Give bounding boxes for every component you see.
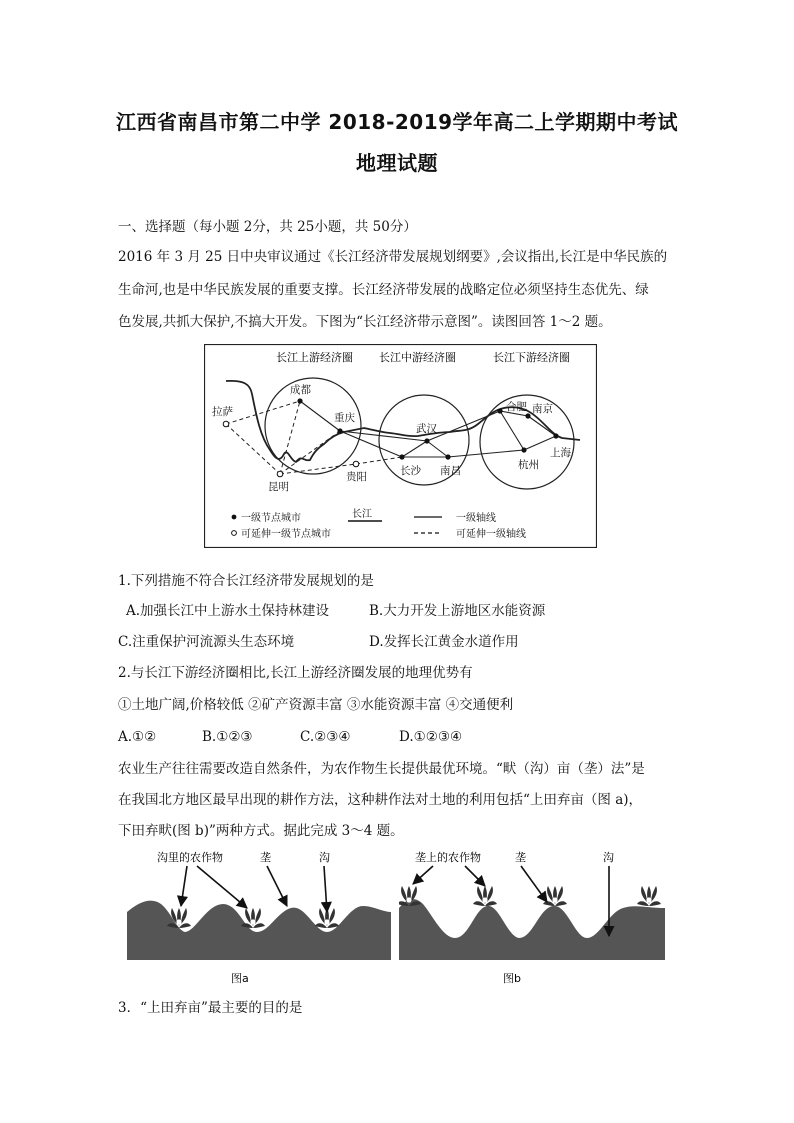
legend-level1-dot	[232, 515, 237, 520]
fig-b-crop-2	[473, 886, 497, 906]
page-subtitle: 地理试题	[356, 151, 438, 175]
legend-ext-dot	[232, 531, 237, 536]
fig-a-arrow-crop-1	[181, 866, 187, 906]
label-hefei: 合肥	[506, 401, 527, 413]
fig-a-arrow-ridge	[267, 866, 287, 906]
section-header: 一、选择题（每小题 2分，共 25小题，共 50分）	[118, 219, 417, 235]
city-dot-kunming	[277, 471, 283, 477]
region-upper: 长江上游经济圈	[276, 351, 353, 364]
q1-stem: 1.下列措施不符合长江经济带发展规划的是	[118, 573, 374, 589]
label-chongqing: 重庆	[334, 412, 355, 424]
intro-line-2: 生命河,也是中华民族发展的重要支撑。长江经济带发展的战略定位必须坚持生态优先、绿	[118, 282, 649, 298]
para2-line-3: 下田弃畎(图 b)”两种方式。据此完成 3～4 题。	[118, 823, 404, 839]
q2-option-a: A.①②	[118, 729, 157, 745]
label-changsha: 长沙	[400, 465, 421, 477]
intro-line-3: 色发展,共抓大保护,不搞大开发。下图为“长江经济带示意图”。读图回答 1～2 题。	[118, 314, 612, 330]
city-dot-nanchang	[445, 454, 450, 459]
city-dot-nanjing	[525, 413, 530, 418]
q1-option-d: D.发挥长江黄金水道作用	[369, 634, 519, 650]
label-chengdu: 成都	[290, 384, 311, 396]
legend-level1-axis: 一级轴线	[456, 513, 496, 524]
city-dot-chongqing	[337, 428, 342, 433]
city-dot-hangzhou	[521, 447, 526, 452]
fig-a-caption: 图a	[231, 972, 249, 985]
fig-b-ridge-label: 垄	[515, 851, 526, 864]
figure-b	[399, 846, 665, 988]
legend-ext-city: 可延伸一级节点城市	[241, 529, 331, 540]
label-guiyang: 贵阳	[346, 471, 367, 483]
fig-a-crop-2	[241, 908, 265, 928]
intro-line-1: 2016 年 3 月 25 日中央审议通过《长江经济带发展规划纲要》,会议指出,长江是中华民族的	[118, 249, 668, 265]
fig-b-arrow-crop-1	[413, 866, 433, 884]
fig-b-terrain	[399, 899, 665, 960]
q1-option-b: B.大力开发上游地区水能资源	[369, 603, 546, 619]
city-dot-wuhan	[424, 438, 429, 443]
fig-a-terrain	[127, 901, 391, 960]
legend-river: 长江	[352, 509, 372, 520]
label-nanjing: 南京	[532, 403, 553, 415]
q2-option-d: D.①②③④	[399, 729, 463, 745]
para2-line-2: 在我国北方地区最早出现的耕作方法，这种耕作法对土地的利用包括“上田弃亩（图 a)，	[118, 792, 643, 808]
label-nanchang: 南昌	[440, 465, 461, 477]
fig-b-crops-label: 垄上的农作物	[415, 851, 481, 864]
fig-b-furrow-label: 沟	[603, 851, 614, 864]
city-dot-hefei	[497, 408, 502, 413]
label-shanghai: 上海	[550, 447, 571, 459]
para2-line-1: 农业生产往往需要改造自然条件，为农作物生长提供最优环境。“畎（沟）亩（垄）法”是	[118, 761, 645, 777]
region-lower: 长江下游经济圈	[493, 351, 570, 364]
fig-b-crop-3	[543, 886, 567, 906]
page-title: 江西省南昌市第二中学 2018-2019学年高二上学期期中考试	[115, 110, 679, 134]
q2-stem: 2.与长江下游经济圈相比,长江上游经济圈发展的地理优势有	[118, 665, 473, 681]
q2-items: ①土地广阔,价格较低 ②矿产资源丰富 ③水能资源丰富 ④交通便利	[118, 697, 514, 713]
q2-option-b: B.①②③	[202, 729, 253, 745]
legend-ext-axis: 可延伸一级轴线	[456, 529, 526, 540]
region-middle: 长江中游经济圈	[379, 351, 456, 364]
city-dot-lasa	[223, 421, 229, 427]
fig-b-arrow-crop-2	[465, 866, 485, 886]
q1-option-a: A.加强长江中上游水土保持林建设	[126, 603, 330, 619]
label-hangzhou: 杭州	[518, 459, 539, 471]
q1-option-c: C.注重保护河流源头生态环境	[118, 634, 295, 650]
legend-level1-city: 一级节点城市	[241, 513, 301, 524]
fig-a-ridge-label: 垄	[260, 851, 271, 864]
yangtze-map	[204, 344, 597, 548]
fig-a-furrow-label: 沟	[319, 851, 330, 864]
label-kunming: 昆明	[268, 481, 289, 493]
city-dot-guiyang	[353, 461, 359, 467]
fig-b-caption: 图b	[503, 972, 521, 985]
q2-option-c: C.②③④	[300, 729, 351, 745]
q3-stem: 3．“上田弃亩”最主要的目的是	[118, 1000, 303, 1016]
fig-a-crops-label: 沟里的农作物	[157, 851, 223, 864]
fig-a-arrow-crop-2	[197, 866, 247, 908]
fig-a-arrow-furrow	[324, 866, 327, 912]
figure-a	[127, 846, 391, 988]
label-wuhan: 武汉	[416, 423, 437, 435]
city-dot-shanghai	[553, 433, 558, 438]
city-dot-chengdu	[297, 398, 302, 403]
city-dot-changsha	[399, 454, 404, 459]
fig-b-crop-4	[637, 886, 661, 906]
fig-b-arrow-ridge	[521, 866, 547, 902]
label-lasa: 拉萨	[212, 406, 233, 418]
